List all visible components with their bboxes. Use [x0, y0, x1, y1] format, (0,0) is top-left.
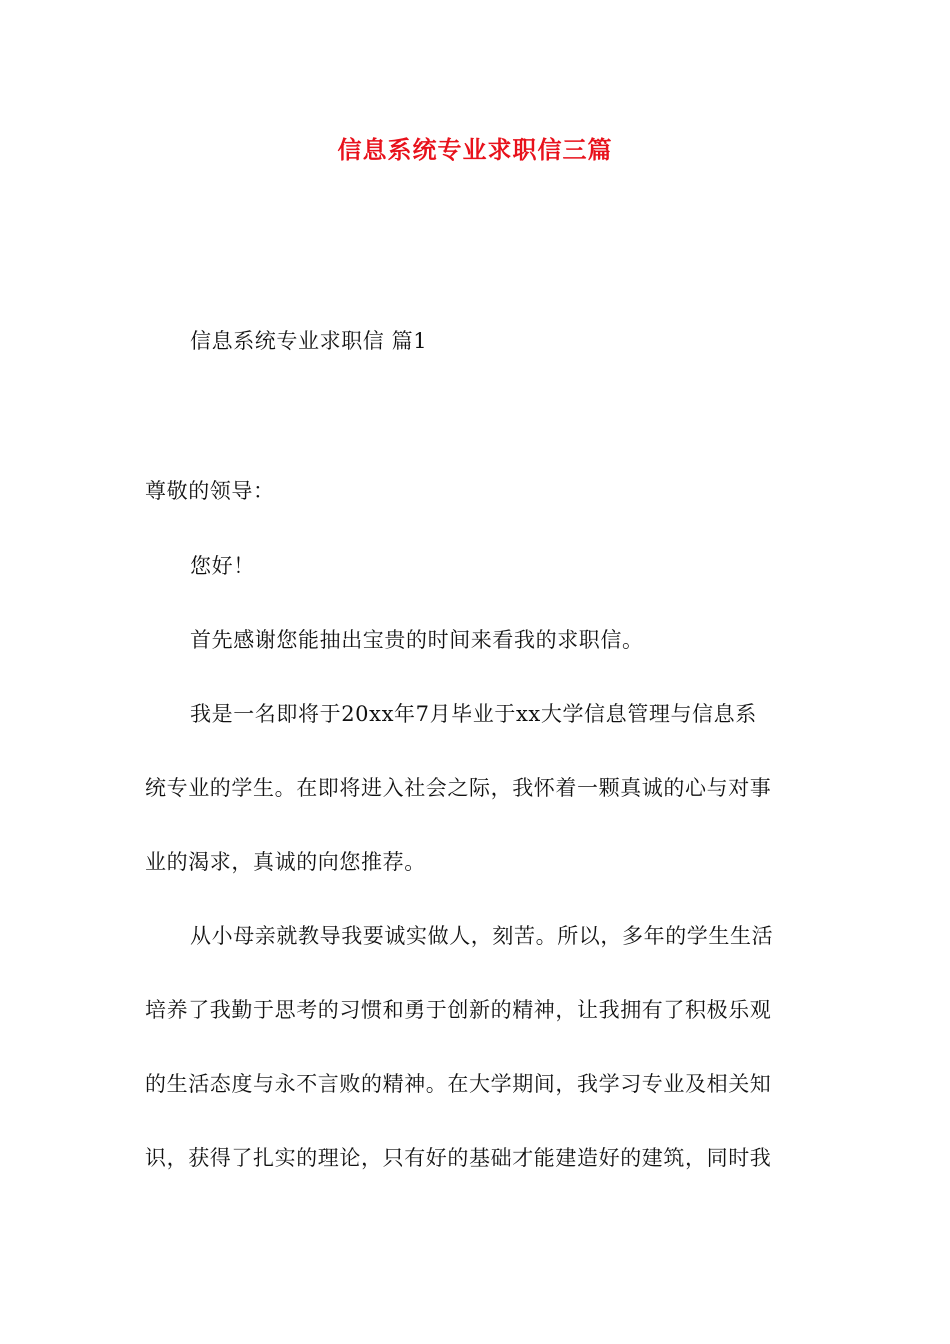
paragraph-line: 我是一名即将于20xx年7月毕业于xx大学信息管理与信息系	[190, 702, 757, 726]
salutation-text: 尊敬的领导：	[145, 479, 275, 503]
document-title: 信息系统专业求职信三篇	[337, 136, 613, 164]
letter-body	[145, 529, 805, 1195]
paragraph-thanks	[145, 603, 805, 677]
subtitle-text: 信息系统专业求职信 篇1	[190, 329, 428, 353]
paragraph-greeting	[145, 529, 805, 603]
section-subtitle	[145, 304, 805, 378]
paragraph-background	[145, 899, 805, 1195]
paragraph-line: 首先感谢您能抽出宝贵的时间来看我的求职信。	[190, 628, 644, 652]
paragraph-line: 培养了我勤于思考的习惯和勇于创新的精神，让我拥有了积极乐观	[145, 998, 772, 1022]
paragraph-line: 您好！	[190, 554, 255, 578]
paragraph-line: 业的渴求，真诚的向您推荐。	[145, 850, 426, 874]
paragraph-introduction	[145, 677, 805, 899]
salutation	[145, 454, 805, 528]
paragraph-line: 统专业的学生。在即将进入社会之际，我怀着一颗真诚的心与对事	[145, 776, 772, 800]
paragraph-line: 的生活态度与永不言败的精神。在大学期间，我学习专业及相关知	[145, 1072, 772, 1096]
paragraph-line: 识，获得了扎实的理论，只有好的基础才能建造好的建筑，同时我	[145, 1146, 772, 1170]
paragraph-line: 从小母亲就教导我要诚实做人，刻苦。所以，多年的学生生活	[190, 924, 774, 948]
